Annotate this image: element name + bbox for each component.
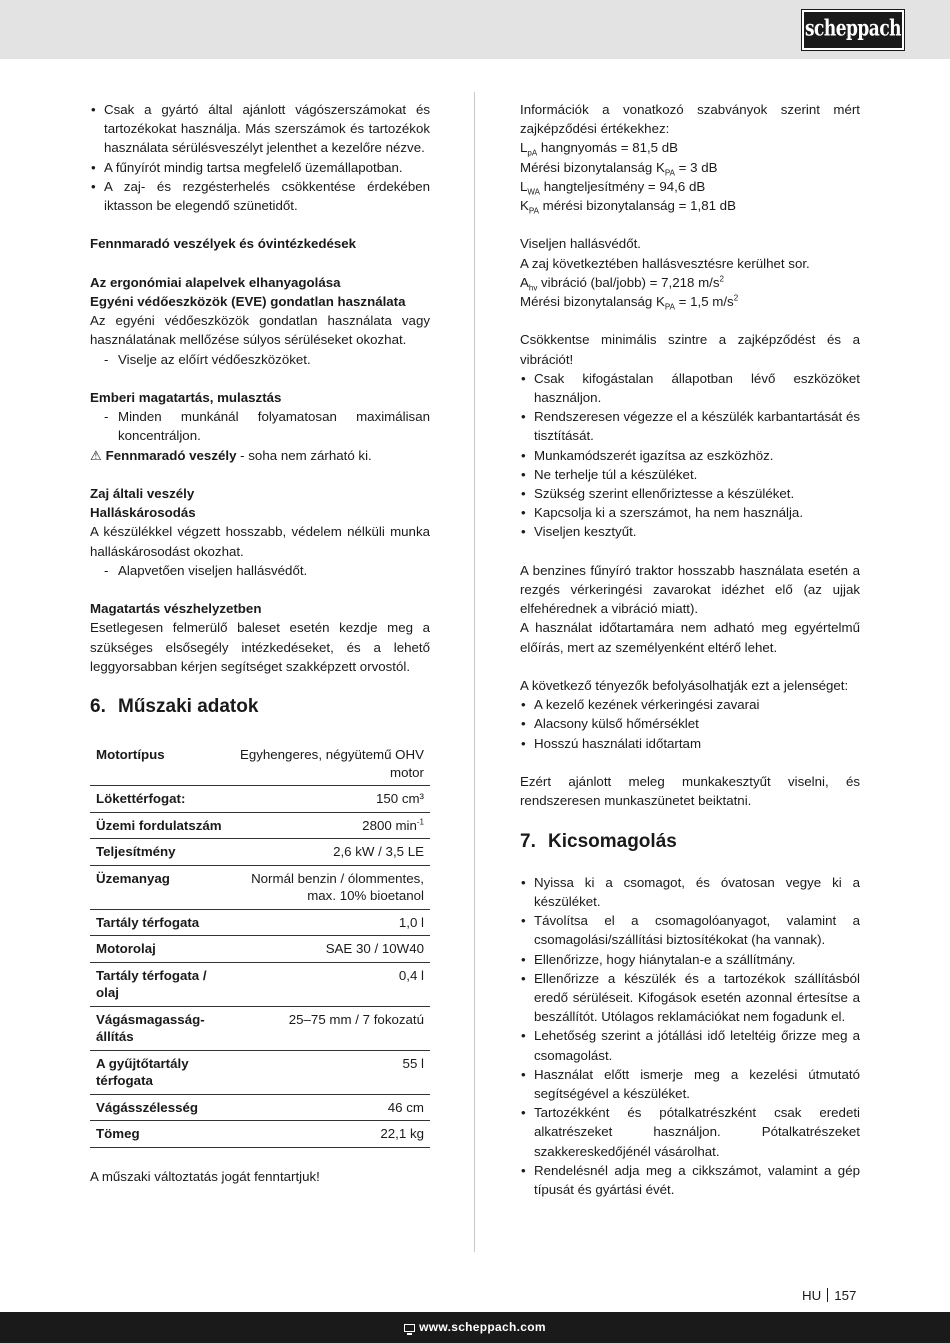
ergonomics-heading: Az ergonómiai alapelvek elhanyagolása xyxy=(90,274,341,290)
list-item: • Rendszeresen végezze el a készülék karbantartását és tisztítását. xyxy=(520,407,860,445)
section-title-text: Műszaki adatok xyxy=(118,696,259,718)
language-code: HU xyxy=(802,1288,822,1303)
spec-label: Tartály térfogata / olaj xyxy=(90,962,230,1006)
list-item: • Szükség szerint ellenőriztesse a készüléket. xyxy=(520,484,860,503)
list-item: • Hosszú használati időtartam xyxy=(520,734,860,753)
spec-value-text: 1,0 l xyxy=(398,914,424,930)
page-number-value: 157 xyxy=(834,1288,857,1303)
value-text: = 3 dB xyxy=(674,159,718,175)
ppe-dash-list xyxy=(90,350,430,369)
spec-value-text: 46 cm xyxy=(387,1099,424,1115)
hearing-line-1: Viseljen hallásvédőt. xyxy=(520,236,641,252)
benzin-paragraph: A benzines fűnyíró traktor hosszabb használata esetén a rezgés vérkeringési zavarokat idézhet elő (az ujjak elfehérednek a vibráció miatt). xyxy=(520,562,860,617)
value-text: mérési bizonytalanság = 1,81 dB xyxy=(538,198,736,214)
spec-value xyxy=(230,742,430,786)
spec-value-text: 2,6 kW / 3,5 LE xyxy=(333,844,424,860)
list-item: • Tartozékként és pótalkatrészként csak eredeti alkatrészeket használjon. Pótalkatrészeket szakkereskedőjénél vásárolhat. xyxy=(520,1103,860,1161)
symbol: L xyxy=(520,178,528,194)
spec-value xyxy=(230,812,430,839)
spec-value-text: 25–75 mm / 7 fokozatú xyxy=(288,1011,424,1027)
warning-bold-text: Fennmaradó veszély xyxy=(105,447,237,463)
logo-text: scheppach xyxy=(804,16,902,43)
list-item: - Minden munkánál folyamatosan maximálisan koncentráljon. xyxy=(90,407,430,445)
spec-value-text: Normál benzin / ólommentes, max. 10% bioetanol xyxy=(251,870,424,904)
kpa-line-1 xyxy=(520,158,860,177)
list-item: • Használat előtt ismerje meg a kezelési útmutató segítségével a készüléket. xyxy=(520,1065,860,1103)
spec-value xyxy=(230,909,430,936)
footer-bar xyxy=(0,1312,950,1343)
emergency-heading: Magatartás vészhelyzetben xyxy=(90,601,262,617)
spec-value xyxy=(230,962,430,1006)
symbol: A xyxy=(520,274,529,290)
noise-dash-list xyxy=(90,561,430,580)
spec-value xyxy=(230,936,430,963)
factors-paragraph: A következő tényezők befolyásolhatják ezt a jelenséget: xyxy=(520,678,849,694)
intro-bullet-list xyxy=(90,100,430,215)
spec-label: Üzemanyag xyxy=(90,865,230,909)
list-item: • Viseljen kesztyűt. xyxy=(520,522,860,541)
superscript: 2 xyxy=(733,293,739,303)
list-item: - Viselje az előírt védőeszközöket. xyxy=(90,350,430,369)
lpa-line xyxy=(520,138,860,157)
header-bar xyxy=(0,0,950,59)
ahv-line xyxy=(520,273,860,292)
human-behaviour-heading: Emberi magatartás, mulasztás xyxy=(90,390,282,405)
symbol: K xyxy=(520,198,529,214)
spec-value-text: 150 cm³ xyxy=(375,791,424,807)
table-row xyxy=(90,936,430,963)
table-row xyxy=(90,1006,430,1050)
table-row xyxy=(90,865,430,909)
list-item: - Alapvetően viseljen hallásvédőt. xyxy=(90,561,430,580)
list-item: • Csak kifogástalan állapotban lévő eszközöket használjon. xyxy=(520,369,860,407)
kpa-line-3 xyxy=(520,292,860,311)
subscript: PA xyxy=(664,168,675,178)
value-text: = 1,5 m/s xyxy=(674,294,734,310)
list-item: • Csak a gyártó által ajánlott vágószerszámokat és tartozékokat használja. Más szerszámok és tartozékok használata sérülésveszélyt jelenthet a kezelőre nézve. xyxy=(90,100,430,158)
spec-label: Vágásmagasság-állítás xyxy=(90,1006,230,1050)
list-item: • A fűnyírót mindig tartsa megfelelő üzemállapotban. xyxy=(90,158,430,177)
list-item: • Ellenőrizze a készülék és a tartozékok szállításból eredő sérüléseit. Kifogások esetén azonnal értesítse a beszállítót. Utólagos reklamációkat nem fogadunk el. xyxy=(520,969,860,1027)
spec-value xyxy=(230,1006,430,1050)
subscript: WA xyxy=(527,187,540,197)
factors-bullet-list xyxy=(520,695,860,753)
value-text: vibráció (bal/jobb) = 7,218 m/s xyxy=(537,274,720,290)
list-item: • Munkamódszerét igazítsa az eszközhöz. xyxy=(520,446,860,465)
spec-value-text: Egyhengeres, négyütemű OHV motor xyxy=(239,747,424,780)
table-row xyxy=(90,812,430,839)
table-row xyxy=(90,1121,430,1148)
list-item: • A zaj- és rezgésterhelés csökkentése érdekében iktasson be elegendő szünetidőt. xyxy=(90,177,430,215)
section-number: 6. xyxy=(90,696,106,718)
value-text: Mérési bizonytalanság K xyxy=(520,294,665,310)
list-item: • Lehetőség szerint a jótállási idő leteltéig őrizze meg a csomagolást. xyxy=(520,1026,860,1064)
noise-info-intro: Információk a vonatkozó szabványok szerint mért zajképződési értékekhez: xyxy=(520,102,860,137)
table-row xyxy=(90,1050,430,1094)
right-column xyxy=(520,100,860,1199)
spec-label: Tömeg xyxy=(90,1121,230,1148)
ppe-heading: Egyéni védőeszközök (EVE) gondatlan használata xyxy=(90,294,406,309)
human-dash-list xyxy=(90,407,430,445)
section-number: 7. xyxy=(520,830,536,852)
divider xyxy=(827,1288,828,1302)
monitor-icon xyxy=(404,1324,415,1332)
spec-label: Motortípus xyxy=(90,742,230,786)
spec-label: Lökettérfogat: xyxy=(90,786,230,813)
reduce-paragraph: Csökkentse minimális szintre a zajképződést és a vibrációt! xyxy=(520,332,860,367)
spec-value xyxy=(230,786,430,813)
duration-paragraph: A használat időtartamára nem adható meg egyértelmű előírás, mert az személyenként eltérő lehet. xyxy=(520,620,860,655)
symbol: L xyxy=(520,140,528,156)
hearing-line-2: A zaj következtében hallásvesztésre kerülhet sor. xyxy=(520,255,810,271)
spec-value xyxy=(230,1050,430,1094)
table-row xyxy=(90,909,430,936)
spec-value xyxy=(230,1121,430,1148)
value-text: hangnyomás = 81,5 dB xyxy=(537,140,679,156)
spec-label: Tartály térfogata xyxy=(90,909,230,936)
website-link[interactable]: www.scheppach.com xyxy=(419,1320,546,1334)
superscript: -1 xyxy=(416,817,424,827)
subscript: pA xyxy=(527,149,538,159)
table-row xyxy=(90,962,430,1006)
section-7-title xyxy=(520,830,860,854)
list-item: • Alacsony külső hőmérséklet xyxy=(520,714,860,733)
lwa-line xyxy=(520,177,860,196)
brand-logo xyxy=(802,10,904,50)
list-item: • Távolítsa el a csomagolóanyagot, valamint a csomagolási/szállítási biztosítékokat (ha vannak). xyxy=(520,911,860,949)
subscript: PA xyxy=(664,302,675,312)
noise-hazard-heading: Zaj általi veszély xyxy=(90,486,195,501)
column-divider xyxy=(474,92,475,1252)
spec-label: Motorolaj xyxy=(90,936,230,963)
spec-value-text: 22,1 kg xyxy=(380,1126,424,1142)
spec-value-text: 55 l xyxy=(402,1055,424,1071)
spec-value-text: SAE 30 / 10W40 xyxy=(325,941,424,957)
value-text: hangteljesítmény = 94,6 dB xyxy=(540,178,706,194)
residual-risks-heading: Fennmaradó veszélyek és óvintézkedések xyxy=(90,236,357,252)
subscript: PA xyxy=(528,206,539,216)
hearing-damage-heading: Halláskárosodás xyxy=(90,505,196,521)
reduce-bullet-list xyxy=(520,369,860,542)
warning-triangle-icon: ⚠ xyxy=(90,447,102,463)
spec-value xyxy=(230,839,430,866)
superscript: 2 xyxy=(719,274,724,284)
spec-label: A gyűjtőtartály térfogata xyxy=(90,1050,230,1094)
subscript: hv xyxy=(528,283,538,293)
table-row xyxy=(90,1094,430,1121)
gloves-paragraph: Ezért ajánlott meleg munkakesztyűt viselni, és rendszeresen munkaszünetet beiktatni. xyxy=(520,774,860,809)
page-number xyxy=(802,1286,856,1305)
spec-value xyxy=(230,1094,430,1121)
table-row xyxy=(90,786,430,813)
table-row xyxy=(90,742,430,786)
spec-label: Üzemi fordulatszám xyxy=(90,812,230,839)
ppe-paragraph: Az egyéni védőeszközök gondatlan használata vagy használatának mellőzése súlyos sérüléseket okozhat. xyxy=(90,313,430,348)
section-6-title xyxy=(90,695,430,719)
warning-rest-text: - soha nem zárható ki. xyxy=(236,447,372,463)
noise-paragraph: A készülékkel végzett hosszabb, védelem nélküli munka halláskárosodást okozhat. xyxy=(90,524,430,559)
left-column xyxy=(90,100,430,1186)
tech-note: A műszaki változtatás jogát fenntartjuk! xyxy=(90,1169,320,1185)
spec-value-text: 0,4 l xyxy=(398,967,424,983)
list-item: • Kapcsolja ki a szerszámot, ha nem használja. xyxy=(520,503,860,522)
emergency-paragraph: Esetlegesen felmerülő baleset esetén kezdje meg a szükséges elsősegély intézkedéseket, és a lehető leggyorsabban kérjen segítséget szakképzett orvostól. xyxy=(90,620,430,674)
list-item: • Nyissa ki a csomagot, és óvatosan vegye ki a készüléket. xyxy=(520,873,860,911)
residual-warning xyxy=(90,446,430,465)
list-item: • A kezelő kezének vérkeringési zavarai xyxy=(520,695,860,714)
spec-label: Vágásszélesség xyxy=(90,1094,230,1121)
spec-value-text: 2800 min xyxy=(362,817,417,833)
spec-value xyxy=(230,865,430,909)
spec-table xyxy=(90,742,430,1148)
unpack-bullet-list xyxy=(520,873,860,1199)
list-item: • Ellenőrizze, hogy hiánytalan-e a szállítmány. xyxy=(520,950,860,969)
spec-label: Teljesítmény xyxy=(90,839,230,866)
kpa-line-2 xyxy=(520,196,860,215)
list-item: • Rendelésnél adja meg a cikkszámot, valamint a gép típusát és gyártási évét. xyxy=(520,1161,860,1199)
list-item: • Ne terhelje túl a készüléket. xyxy=(520,465,860,484)
section-title-text: Kicsomagolás xyxy=(548,830,677,852)
table-row xyxy=(90,839,430,866)
value-text: Mérési bizonytalanság K xyxy=(520,159,665,175)
